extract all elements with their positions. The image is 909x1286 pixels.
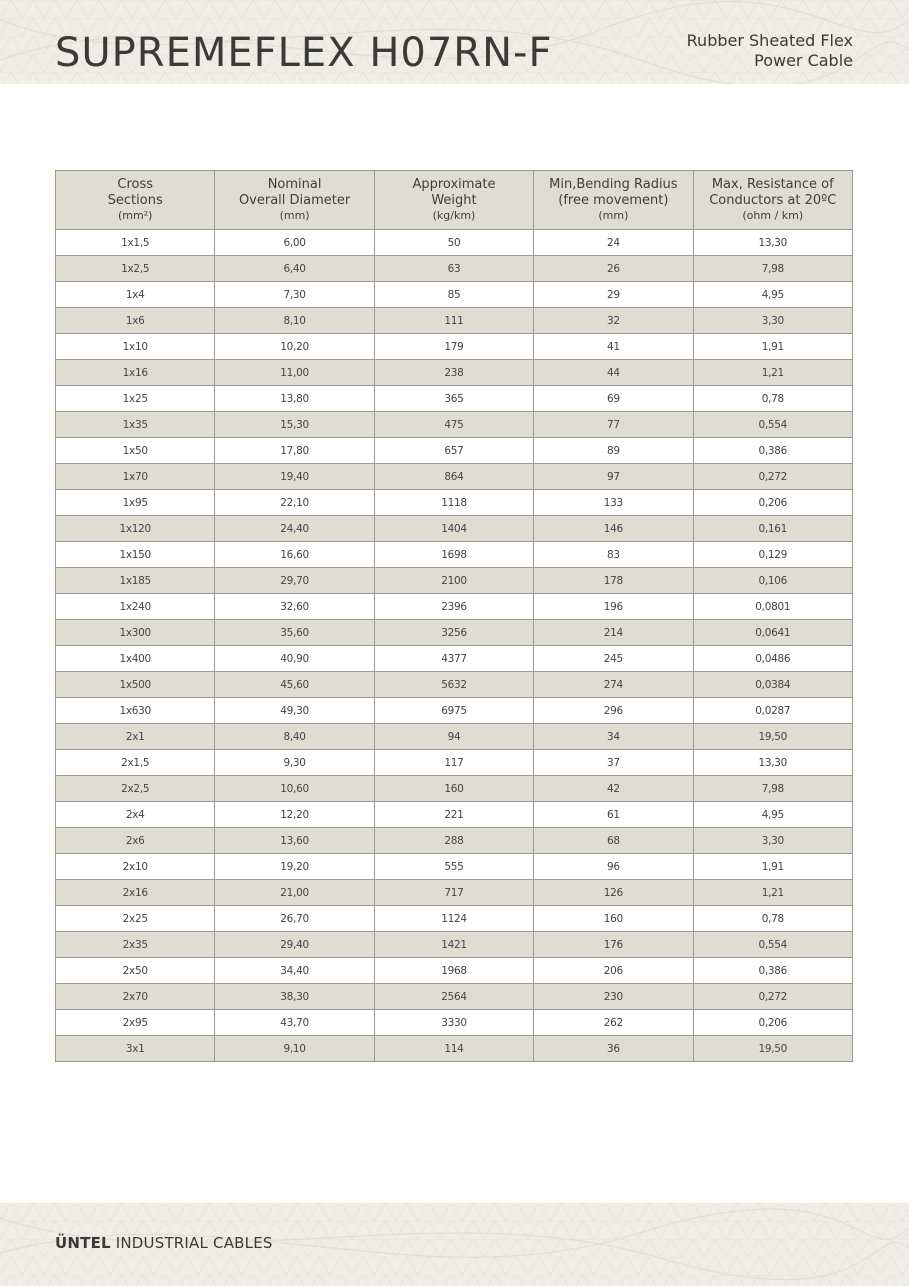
cross-section-cell: 1x240: [56, 594, 215, 620]
bending-radius-cell: 68: [534, 828, 693, 854]
cable-spec-table: [55, 170, 853, 1062]
table-row: [56, 464, 853, 490]
weight-cell: 1698: [374, 542, 533, 568]
cross-section-cell: 2x6: [56, 828, 215, 854]
bending-radius-cell: 42: [534, 776, 693, 802]
diameter-cell: 10,60: [215, 776, 374, 802]
column-header-unit: (kg/km): [432, 209, 476, 222]
bending-radius-cell: 206: [534, 958, 693, 984]
resistance-cell: 1,21: [693, 360, 852, 386]
diameter-cell: 29,70: [215, 568, 374, 594]
resistance-cell: 0,554: [693, 412, 852, 438]
cross-section-cell: 1x6: [56, 308, 215, 334]
cross-section-cell: 2x1,5: [56, 750, 215, 776]
column-header-line1: Cross: [117, 177, 154, 192]
cross-section-cell: 1x500: [56, 672, 215, 698]
weight-cell: 114: [374, 1036, 533, 1062]
resistance-cell: 0,78: [693, 386, 852, 412]
diameter-cell: 29,40: [215, 932, 374, 958]
cross-section-cell: 1x70: [56, 464, 215, 490]
cross-section-cell: 1x120: [56, 516, 215, 542]
table-row: [56, 932, 853, 958]
column-header-line1: Nominal: [267, 177, 322, 192]
weight-cell: 1404: [374, 516, 533, 542]
diameter-cell: 12,20: [215, 802, 374, 828]
bending-radius-cell: 230: [534, 984, 693, 1010]
weight-cell: 160: [374, 776, 533, 802]
table-row: [56, 412, 853, 438]
table-row: [56, 672, 853, 698]
weight-cell: 50: [374, 230, 533, 256]
diameter-cell: 43,70: [215, 1010, 374, 1036]
resistance-cell: 4,95: [693, 282, 852, 308]
weight-cell: 475: [374, 412, 533, 438]
resistance-cell: 0,0384: [693, 672, 852, 698]
weight-cell: 6975: [374, 698, 533, 724]
table-row: [56, 620, 853, 646]
product-subtitle: [687, 31, 853, 71]
table-row: [56, 698, 853, 724]
table-row: [56, 880, 853, 906]
column-header-unit: (mm): [279, 209, 310, 222]
diameter-cell: 11,00: [215, 360, 374, 386]
bending-radius-cell: 69: [534, 386, 693, 412]
cross-section-cell: 1x400: [56, 646, 215, 672]
table-header: [56, 171, 853, 230]
table-row: [56, 282, 853, 308]
cross-section-cell: 1x25: [56, 386, 215, 412]
cross-section-cell: 1x50: [56, 438, 215, 464]
resistance-cell: 0,554: [693, 932, 852, 958]
table-row: [56, 438, 853, 464]
bending-radius-cell: 61: [534, 802, 693, 828]
column-header-line2: Conductors at 20ºC: [709, 193, 837, 208]
cross-section-cell: 1x1,5: [56, 230, 215, 256]
bending-radius-cell: 32: [534, 308, 693, 334]
diameter-cell: 10,20: [215, 334, 374, 360]
diameter-cell: 19,40: [215, 464, 374, 490]
weight-cell: 1124: [374, 906, 533, 932]
table-row: [56, 750, 853, 776]
cross-section-cell: 2x25: [56, 906, 215, 932]
resistance-cell: 0,0641: [693, 620, 852, 646]
table-row: [56, 984, 853, 1010]
bending-radius-cell: 133: [534, 490, 693, 516]
column-header-line1: Max, Resistance of: [711, 177, 834, 192]
resistance-cell: 0,206: [693, 490, 852, 516]
diameter-cell: 45,60: [215, 672, 374, 698]
table-row: [56, 802, 853, 828]
diameter-cell: 26,70: [215, 906, 374, 932]
cross-section-cell: 1x4: [56, 282, 215, 308]
bending-radius-cell: 77: [534, 412, 693, 438]
resistance-cell: 19,50: [693, 1036, 852, 1062]
bending-radius-cell: 44: [534, 360, 693, 386]
weight-cell: 864: [374, 464, 533, 490]
column-header-line2: Sections: [107, 193, 163, 208]
resistance-cell: 7,98: [693, 256, 852, 282]
resistance-cell: 0,386: [693, 958, 852, 984]
resistance-cell: 1,21: [693, 880, 852, 906]
column-header-line2: Overall Diameter: [238, 193, 351, 208]
diameter-cell: 32,60: [215, 594, 374, 620]
weight-cell: 657: [374, 438, 533, 464]
resistance-cell: 19,50: [693, 724, 852, 750]
table-row: [56, 490, 853, 516]
diameter-cell: 6,00: [215, 230, 374, 256]
weight-cell: 4377: [374, 646, 533, 672]
table-row: [56, 1036, 853, 1062]
bending-radius-cell: 83: [534, 542, 693, 568]
cross-section-cell: 1x300: [56, 620, 215, 646]
diameter-cell: 13,80: [215, 386, 374, 412]
weight-cell: 117: [374, 750, 533, 776]
weight-cell: 2564: [374, 984, 533, 1010]
cross-section-cell: 2x50: [56, 958, 215, 984]
column-header: [56, 171, 215, 230]
subtitle-line-1: Rubber Sheated Flex: [686, 31, 853, 50]
resistance-cell: 0,78: [693, 906, 852, 932]
weight-cell: 221: [374, 802, 533, 828]
resistance-cell: 0,0486: [693, 646, 852, 672]
resistance-cell: 0,0287: [693, 698, 852, 724]
diameter-cell: 13,60: [215, 828, 374, 854]
table-row: [56, 256, 853, 282]
resistance-cell: 7,98: [693, 776, 852, 802]
cross-section-cell: 1x35: [56, 412, 215, 438]
diameter-cell: 8,40: [215, 724, 374, 750]
table-row: [56, 516, 853, 542]
bending-radius-cell: 196: [534, 594, 693, 620]
column-header: [374, 171, 533, 230]
diameter-cell: 6,40: [215, 256, 374, 282]
cross-section-cell: 2x4: [56, 802, 215, 828]
column-header: [215, 171, 374, 230]
diameter-cell: 34,40: [215, 958, 374, 984]
table-header-row: [56, 171, 853, 230]
bending-radius-cell: 146: [534, 516, 693, 542]
weight-cell: 288: [374, 828, 533, 854]
resistance-cell: 0,106: [693, 568, 852, 594]
resistance-cell: 0,272: [693, 464, 852, 490]
column-header-line2: Weight: [431, 193, 477, 208]
column-header-unit: (mm²): [117, 209, 153, 222]
weight-cell: 5632: [374, 672, 533, 698]
resistance-cell: 3,30: [693, 828, 852, 854]
bending-radius-cell: 296: [534, 698, 693, 724]
table-row: [56, 906, 853, 932]
bending-radius-cell: 160: [534, 906, 693, 932]
column-header-line2: (free movement): [558, 193, 669, 208]
cross-section-cell: 1x150: [56, 542, 215, 568]
bending-radius-cell: 89: [534, 438, 693, 464]
table-row: [56, 724, 853, 750]
table-body: [56, 230, 853, 1062]
diameter-cell: 40,90: [215, 646, 374, 672]
diameter-cell: 9,10: [215, 1036, 374, 1062]
weight-cell: 2396: [374, 594, 533, 620]
table-row: [56, 646, 853, 672]
resistance-cell: 0,272: [693, 984, 852, 1010]
resistance-cell: 0,161: [693, 516, 852, 542]
resistance-cell: 3,30: [693, 308, 852, 334]
footer-band: [0, 1203, 909, 1286]
cross-section-cell: 2x1: [56, 724, 215, 750]
column-header-line1: Min,Bending Radius: [549, 177, 678, 192]
bending-radius-cell: 34: [534, 724, 693, 750]
table-row: [56, 308, 853, 334]
bending-radius-cell: 29: [534, 282, 693, 308]
weight-cell: 94: [374, 724, 533, 750]
diameter-cell: 38,30: [215, 984, 374, 1010]
column-header: [693, 171, 852, 230]
table-row: [56, 334, 853, 360]
weight-cell: 2100: [374, 568, 533, 594]
column-header: [534, 171, 693, 230]
diameter-cell: 9,30: [215, 750, 374, 776]
brand-tagline: INDUSTRIAL CABLES: [110, 1234, 273, 1252]
diameter-cell: 15,30: [215, 412, 374, 438]
cross-section-cell: 2x16: [56, 880, 215, 906]
diameter-cell: 24,40: [215, 516, 374, 542]
bending-radius-cell: 26: [534, 256, 693, 282]
table-row: [56, 568, 853, 594]
weight-cell: 3256: [374, 620, 533, 646]
diameter-cell: 16,60: [215, 542, 374, 568]
bending-radius-cell: 41: [534, 334, 693, 360]
table-row: [56, 828, 853, 854]
bending-radius-cell: 262: [534, 1010, 693, 1036]
weight-cell: 1421: [374, 932, 533, 958]
weight-cell: 365: [374, 386, 533, 412]
bending-radius-cell: 178: [534, 568, 693, 594]
bending-radius-cell: 37: [534, 750, 693, 776]
resistance-cell: 1,91: [693, 334, 852, 360]
bending-radius-cell: 245: [534, 646, 693, 672]
diameter-cell: 49,30: [215, 698, 374, 724]
resistance-cell: 0,129: [693, 542, 852, 568]
diameter-cell: 22,10: [215, 490, 374, 516]
cross-section-cell: 1x185: [56, 568, 215, 594]
table-row: [56, 1010, 853, 1036]
bending-radius-cell: 176: [534, 932, 693, 958]
table-row: [56, 230, 853, 256]
bending-radius-cell: 274: [534, 672, 693, 698]
bending-radius-cell: 214: [534, 620, 693, 646]
table-row: [56, 542, 853, 568]
cross-section-cell: 2x2,5: [56, 776, 215, 802]
cross-section-cell: 2x10: [56, 854, 215, 880]
weight-cell: 1968: [374, 958, 533, 984]
cross-section-cell: 1x630: [56, 698, 215, 724]
diameter-cell: 8,10: [215, 308, 374, 334]
bending-radius-cell: 96: [534, 854, 693, 880]
weight-cell: 179: [374, 334, 533, 360]
diameter-cell: 17,80: [215, 438, 374, 464]
diameter-cell: 7,30: [215, 282, 374, 308]
column-header-unit: (ohm / km): [742, 209, 804, 222]
header-band: [0, 0, 909, 84]
weight-cell: 111: [374, 308, 533, 334]
bending-radius-cell: 97: [534, 464, 693, 490]
subtitle-line-2: Power Cable: [754, 51, 853, 70]
weight-cell: 85: [374, 282, 533, 308]
diameter-cell: 35,60: [215, 620, 374, 646]
weight-cell: 1118: [374, 490, 533, 516]
cross-section-cell: 2x70: [56, 984, 215, 1010]
resistance-cell: 0,0801: [693, 594, 852, 620]
cross-section-cell: 2x95: [56, 1010, 215, 1036]
resistance-cell: 13,30: [693, 230, 852, 256]
table-row: [56, 854, 853, 880]
company-brand: [55, 1234, 273, 1252]
cross-section-cell: 3x1: [56, 1036, 215, 1062]
column-header-unit: (mm): [598, 209, 629, 222]
weight-cell: 555: [374, 854, 533, 880]
cross-section-cell: 1x95: [56, 490, 215, 516]
diameter-cell: 19,20: [215, 854, 374, 880]
table-row: [56, 958, 853, 984]
weight-cell: 3330: [374, 1010, 533, 1036]
table-row: [56, 386, 853, 412]
cross-section-cell: 1x2,5: [56, 256, 215, 282]
table-row: [56, 594, 853, 620]
table-row: [56, 360, 853, 386]
resistance-cell: 1,91: [693, 854, 852, 880]
weight-cell: 63: [374, 256, 533, 282]
page-title: SUPREMEFLEX H07RN-F: [55, 30, 553, 76]
bending-radius-cell: 126: [534, 880, 693, 906]
resistance-cell: 4,95: [693, 802, 852, 828]
cross-section-cell: 2x35: [56, 932, 215, 958]
cross-section-cell: 1x10: [56, 334, 215, 360]
weight-cell: 717: [374, 880, 533, 906]
table-row: [56, 776, 853, 802]
resistance-cell: 13,30: [693, 750, 852, 776]
resistance-cell: 0,206: [693, 1010, 852, 1036]
diameter-cell: 21,00: [215, 880, 374, 906]
brand-name: ÜNTEL: [55, 1234, 111, 1252]
cross-section-cell: 1x16: [56, 360, 215, 386]
resistance-cell: 0,386: [693, 438, 852, 464]
column-header-line1: Approximate: [412, 177, 496, 192]
bending-radius-cell: 24: [534, 230, 693, 256]
weight-cell: 238: [374, 360, 533, 386]
bending-radius-cell: 36: [534, 1036, 693, 1062]
